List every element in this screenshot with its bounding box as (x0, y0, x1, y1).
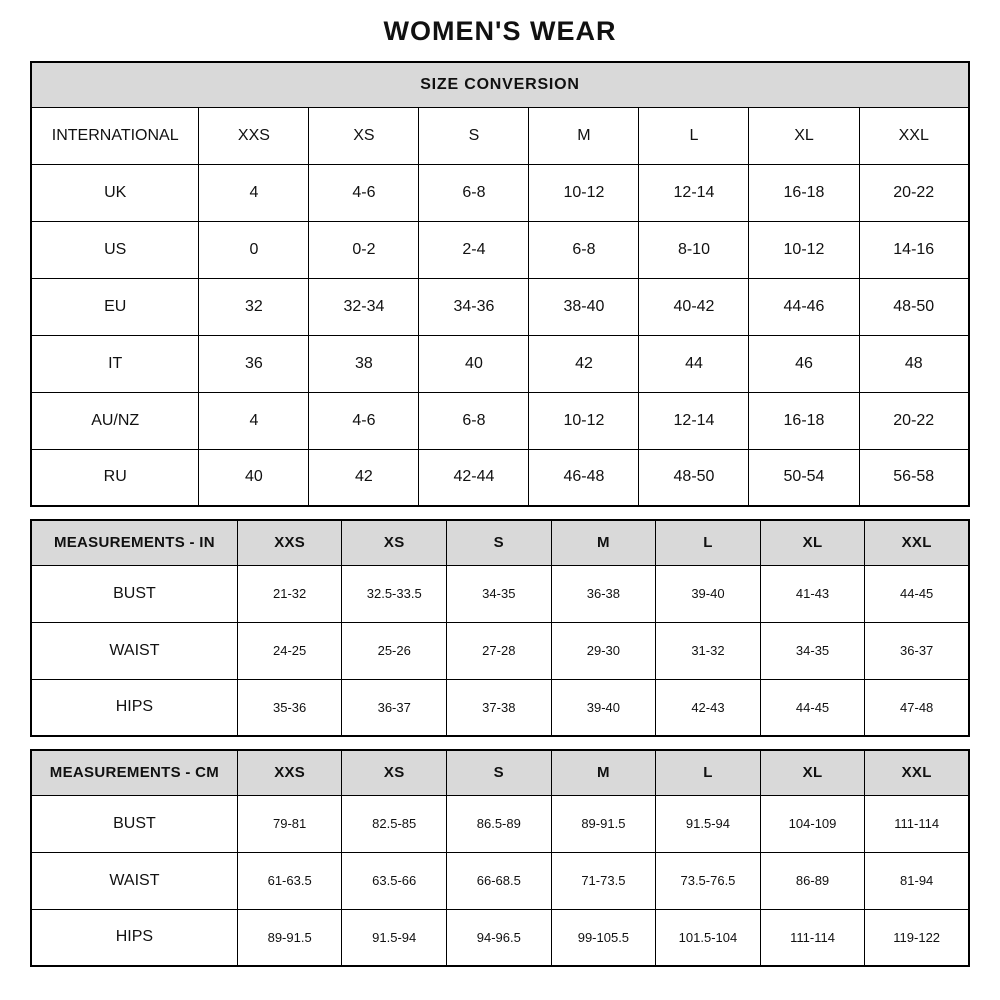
value-cell: 91.5-94 (656, 795, 761, 852)
column-header: XXS (237, 520, 342, 565)
value-cell: 4-6 (309, 164, 419, 221)
column-header: XXL (865, 520, 969, 565)
value-cell: 42-44 (419, 449, 529, 506)
value-cell: 44 (639, 335, 749, 392)
measurements-cm-table (30, 749, 970, 967)
table-row (31, 565, 969, 622)
value-cell: 14-16 (859, 221, 969, 278)
value-cell: 20-22 (859, 392, 969, 449)
value-cell: 44-45 (865, 565, 969, 622)
table-row (31, 221, 969, 278)
row-label: BUST (31, 795, 237, 852)
value-cell: 10-12 (529, 164, 639, 221)
value-cell: 34-35 (760, 622, 865, 679)
value-cell: 16-18 (749, 164, 859, 221)
column-header: XXL (865, 750, 969, 795)
column-header: XL (760, 750, 865, 795)
value-cell: 4 (199, 392, 309, 449)
value-cell: 27-28 (447, 622, 552, 679)
table-row (31, 622, 969, 679)
value-cell: 104-109 (760, 795, 865, 852)
column-header: XS (342, 520, 447, 565)
value-cell: 32 (199, 278, 309, 335)
value-cell: 91.5-94 (342, 909, 447, 966)
value-cell: 73.5-76.5 (656, 852, 761, 909)
value-cell: 48-50 (859, 278, 969, 335)
value-cell: 0 (199, 221, 309, 278)
value-cell: 86.5-89 (447, 795, 552, 852)
value-cell: 47-48 (865, 679, 969, 736)
value-cell: 31-32 (656, 622, 761, 679)
table-row (31, 909, 969, 966)
measurements-in-table (30, 519, 970, 737)
value-cell: 61-63.5 (237, 852, 342, 909)
row-label: AU/NZ (31, 392, 199, 449)
measurements-cm-header-row (31, 750, 969, 795)
value-cell: M (529, 107, 639, 164)
value-cell: 21-32 (237, 565, 342, 622)
table-row (31, 107, 969, 164)
table-row (31, 335, 969, 392)
value-cell: XL (749, 107, 859, 164)
value-cell: 81-94 (865, 852, 969, 909)
value-cell: 2-4 (419, 221, 529, 278)
row-label: EU (31, 278, 199, 335)
row-label: WAIST (31, 622, 237, 679)
value-cell: 86-89 (760, 852, 865, 909)
row-label: RU (31, 449, 199, 506)
row-label: BUST (31, 565, 237, 622)
value-cell: 12-14 (639, 164, 749, 221)
value-cell: 36-38 (551, 565, 656, 622)
value-cell: L (639, 107, 749, 164)
column-header: L (656, 750, 761, 795)
value-cell: 38 (309, 335, 419, 392)
value-cell: 44-46 (749, 278, 859, 335)
table-row (31, 852, 969, 909)
value-cell: 101.5-104 (656, 909, 761, 966)
value-cell: 99-105.5 (551, 909, 656, 966)
value-cell: 0-2 (309, 221, 419, 278)
value-cell: XS (309, 107, 419, 164)
row-label: INTERNATIONAL (31, 107, 199, 164)
value-cell: 50-54 (749, 449, 859, 506)
value-cell: 39-40 (551, 679, 656, 736)
column-header: XXS (237, 750, 342, 795)
value-cell: 6-8 (529, 221, 639, 278)
value-cell: 42-43 (656, 679, 761, 736)
value-cell: 8-10 (639, 221, 749, 278)
value-cell: 79-81 (237, 795, 342, 852)
column-header: XS (342, 750, 447, 795)
column-header: M (551, 750, 656, 795)
table-row (31, 449, 969, 506)
value-cell: 16-18 (749, 392, 859, 449)
value-cell: 6-8 (419, 164, 529, 221)
value-cell: 34-36 (419, 278, 529, 335)
value-cell: 34-35 (447, 565, 552, 622)
value-cell: 35-36 (237, 679, 342, 736)
table-row (31, 278, 969, 335)
value-cell: 111-114 (760, 909, 865, 966)
value-cell: 111-114 (865, 795, 969, 852)
value-cell: 4 (199, 164, 309, 221)
value-cell: 10-12 (749, 221, 859, 278)
value-cell: 119-122 (865, 909, 969, 966)
value-cell: 37-38 (447, 679, 552, 736)
value-cell: 66-68.5 (447, 852, 552, 909)
value-cell: 39-40 (656, 565, 761, 622)
value-cell: 44-45 (760, 679, 865, 736)
value-cell: 40-42 (639, 278, 749, 335)
value-cell: 36-37 (342, 679, 447, 736)
value-cell: 12-14 (639, 392, 749, 449)
value-cell: 48 (859, 335, 969, 392)
table-row (31, 392, 969, 449)
size-conversion-banner: SIZE CONVERSION (31, 62, 969, 107)
value-cell: 36-37 (865, 622, 969, 679)
row-label: IT (31, 335, 199, 392)
value-cell: 20-22 (859, 164, 969, 221)
value-cell: S (419, 107, 529, 164)
measurements-in-header-label: MEASUREMENTS - IN (31, 520, 237, 565)
column-header: XL (760, 520, 865, 565)
table-row (31, 164, 969, 221)
size-conversion-table (30, 61, 970, 507)
value-cell: 6-8 (419, 392, 529, 449)
value-cell: XXL (859, 107, 969, 164)
value-cell: 29-30 (551, 622, 656, 679)
value-cell: 89-91.5 (237, 909, 342, 966)
value-cell: 40 (199, 449, 309, 506)
value-cell: 63.5-66 (342, 852, 447, 909)
column-header: S (447, 520, 552, 565)
column-header: S (447, 750, 552, 795)
value-cell: XXS (199, 107, 309, 164)
value-cell: 38-40 (529, 278, 639, 335)
measurements-cm-header-label: MEASUREMENTS - CM (31, 750, 237, 795)
value-cell: 24-25 (237, 622, 342, 679)
value-cell: 4-6 (309, 392, 419, 449)
size-conversion-banner-row (31, 62, 969, 107)
measurements-in-header-row (31, 520, 969, 565)
value-cell: 48-50 (639, 449, 749, 506)
value-cell: 89-91.5 (551, 795, 656, 852)
value-cell: 71-73.5 (551, 852, 656, 909)
value-cell: 46-48 (529, 449, 639, 506)
table-row (31, 679, 969, 736)
row-label: HIPS (31, 909, 237, 966)
value-cell: 46 (749, 335, 859, 392)
value-cell: 94-96.5 (447, 909, 552, 966)
row-label: HIPS (31, 679, 237, 736)
value-cell: 40 (419, 335, 529, 392)
column-header: M (551, 520, 656, 565)
value-cell: 36 (199, 335, 309, 392)
value-cell: 42 (309, 449, 419, 506)
row-label: WAIST (31, 852, 237, 909)
row-label: UK (31, 164, 199, 221)
value-cell: 32.5-33.5 (342, 565, 447, 622)
value-cell: 10-12 (529, 392, 639, 449)
value-cell: 56-58 (859, 449, 969, 506)
value-cell: 32-34 (309, 278, 419, 335)
row-label: US (31, 221, 199, 278)
value-cell: 25-26 (342, 622, 447, 679)
value-cell: 82.5-85 (342, 795, 447, 852)
value-cell: 41-43 (760, 565, 865, 622)
table-row (31, 795, 969, 852)
value-cell: 42 (529, 335, 639, 392)
column-header: L (656, 520, 761, 565)
page-title: WOMEN'S WEAR (383, 16, 617, 46)
